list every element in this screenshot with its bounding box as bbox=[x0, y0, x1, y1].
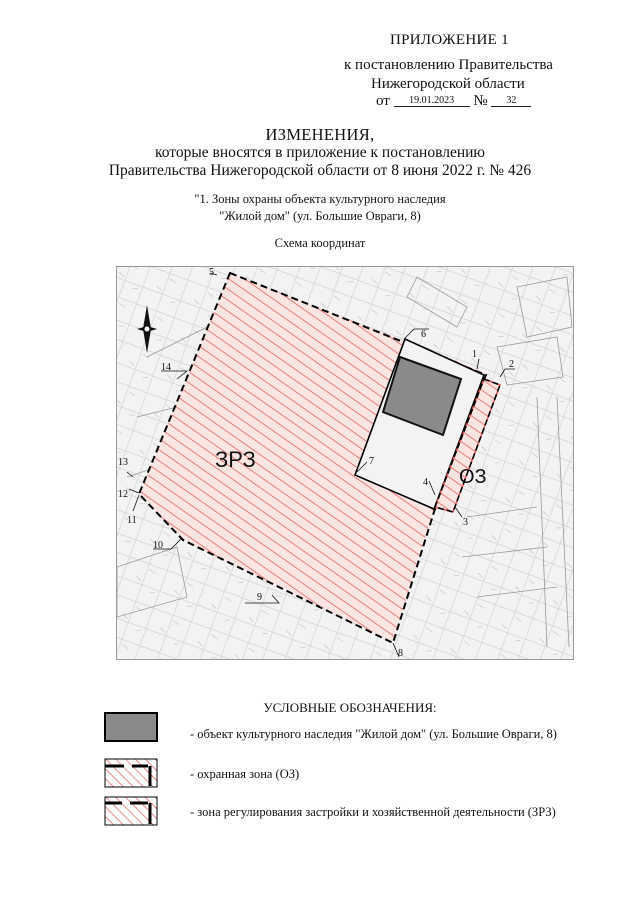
point-label-10: 10 bbox=[153, 540, 163, 551]
legend-item-regulation: - зона регулирования застройки и хозяйственной деятельности (ЗРЗ) bbox=[190, 805, 556, 819]
section-heading-line1: "1. Зоны охраны объекта культурного наследия bbox=[194, 192, 446, 206]
number-value: 32 bbox=[491, 95, 531, 107]
point-label-8: 8 bbox=[398, 648, 403, 659]
point-label-3: 3 bbox=[463, 517, 468, 528]
document-subtitle-line1: которые вносятся в приложение к постановлению bbox=[155, 144, 485, 161]
date-number-line bbox=[376, 93, 531, 110]
heritage-object-swatch-icon bbox=[104, 712, 158, 742]
point-label-7: 7 bbox=[369, 456, 374, 467]
map-canvas bbox=[117, 267, 573, 659]
region-line: Нижегородской области bbox=[371, 76, 525, 92]
point-label-9: 9 bbox=[257, 592, 262, 603]
point-label-6: 6 bbox=[421, 329, 426, 340]
protection-zone-label: ОЗ bbox=[459, 466, 487, 488]
legend-title: УСЛОВНЫЕ ОБОЗНАЧЕНИЯ: bbox=[263, 700, 437, 715]
regulation-zone-swatch-icon bbox=[104, 796, 158, 826]
point-label-2: 2 bbox=[509, 359, 514, 370]
document-title: ИЗМЕНЕНИЯ, bbox=[265, 125, 375, 144]
protection-zone-swatch-icon bbox=[104, 758, 158, 788]
point-label-1: 1 bbox=[472, 349, 477, 360]
point-label-4: 4 bbox=[423, 477, 428, 488]
number-sign: № bbox=[473, 93, 488, 109]
point-label-5: 5 bbox=[209, 267, 214, 278]
document-subtitle-line2: Правительства Нижегородской области от 8 июня 2022 г. № 426 bbox=[108, 162, 532, 179]
regulation-zone-label: ЗРЗ bbox=[215, 447, 256, 472]
point-label-12: 12 bbox=[118, 489, 128, 500]
coordinate-scheme-map bbox=[116, 266, 574, 660]
date-prefix: от bbox=[376, 93, 390, 109]
legend-item-heritage: - объект культурного наследия "Жилой дом" (ул. Большие Овраги, 8) bbox=[190, 727, 557, 741]
point-label-13: 13 bbox=[118, 457, 128, 468]
point-label-14: 14 bbox=[161, 362, 171, 373]
legend-item-protection: - охранная зона (ОЗ) bbox=[190, 767, 300, 781]
date-value: 19.01.2023 bbox=[394, 95, 470, 107]
appendix-title: ПРИЛОЖЕНИЕ 1 bbox=[390, 32, 509, 48]
section-heading-line2: "Жилой дом" (ул. Большие Овраги, 8) bbox=[219, 209, 421, 223]
resolution-line: к постановлению Правительства bbox=[344, 57, 553, 73]
point-label-11: 11 bbox=[127, 515, 137, 526]
scheme-title: Схема координат bbox=[274, 236, 366, 250]
